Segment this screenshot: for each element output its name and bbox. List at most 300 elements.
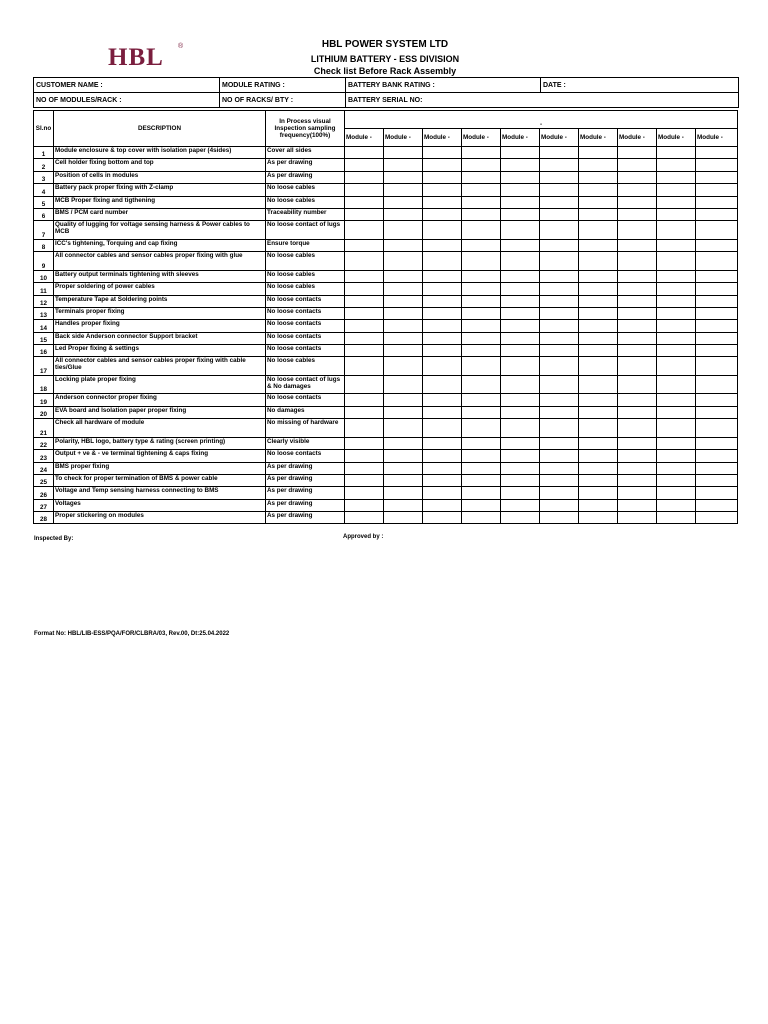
module-check-cell[interactable] bbox=[540, 375, 579, 394]
module-check-cell[interactable] bbox=[657, 239, 696, 251]
module-check-cell[interactable] bbox=[579, 320, 618, 332]
module-check-cell[interactable] bbox=[618, 345, 657, 357]
module-check-cell[interactable] bbox=[579, 357, 618, 376]
module-check-cell[interactable] bbox=[540, 295, 579, 307]
module-check-cell[interactable] bbox=[579, 406, 618, 418]
module-check-cell[interactable] bbox=[423, 474, 462, 486]
table-row bbox=[34, 419, 738, 438]
module-check-cell[interactable] bbox=[618, 394, 657, 406]
module-check-cell[interactable] bbox=[657, 345, 696, 357]
module-check-cell[interactable] bbox=[501, 474, 540, 486]
module-check-cell[interactable] bbox=[384, 375, 423, 394]
module-check-cell[interactable] bbox=[384, 208, 423, 220]
module-check-cell[interactable] bbox=[696, 406, 738, 418]
module-check-cell[interactable] bbox=[540, 283, 579, 295]
module-check-cell[interactable] bbox=[345, 357, 384, 376]
module-check-cell[interactable] bbox=[657, 437, 696, 449]
module-check-cell[interactable] bbox=[696, 208, 738, 220]
racks-per-bty-field[interactable]: NO OF RACKS/ BTY : bbox=[220, 93, 346, 108]
module-check-cell[interactable] bbox=[423, 283, 462, 295]
module-check-cell[interactable] bbox=[462, 196, 501, 208]
module-check-cell[interactable] bbox=[579, 512, 618, 524]
row-frequency: No loose cables bbox=[266, 184, 345, 196]
module-check-cell[interactable] bbox=[579, 270, 618, 282]
module-check-cell[interactable] bbox=[540, 474, 579, 486]
module-check-cell[interactable] bbox=[384, 295, 423, 307]
module-check-cell[interactable] bbox=[579, 462, 618, 474]
module-check-cell[interactable] bbox=[345, 462, 384, 474]
module-check-cell[interactable] bbox=[618, 462, 657, 474]
module-check-cell[interactable] bbox=[657, 419, 696, 438]
module-check-cell[interactable] bbox=[345, 307, 384, 319]
module-check-cell[interactable] bbox=[696, 295, 738, 307]
module-check-cell[interactable] bbox=[579, 375, 618, 394]
module-check-cell[interactable] bbox=[696, 252, 738, 271]
module-check-cell[interactable] bbox=[501, 196, 540, 208]
module-check-cell[interactable] bbox=[540, 208, 579, 220]
module-check-cell[interactable] bbox=[696, 221, 738, 240]
module-check-cell[interactable] bbox=[579, 196, 618, 208]
module-check-cell[interactable] bbox=[345, 239, 384, 251]
module-check-cell[interactable] bbox=[462, 295, 501, 307]
customer-name-field[interactable]: CUSTOMER NAME : bbox=[34, 78, 220, 93]
module-check-cell[interactable] bbox=[462, 252, 501, 271]
module-check-cell[interactable] bbox=[657, 252, 696, 271]
module-check-cell[interactable] bbox=[618, 159, 657, 171]
module-check-cell[interactable] bbox=[696, 394, 738, 406]
slno-header: Sl.no bbox=[34, 111, 54, 147]
module-check-cell[interactable] bbox=[696, 462, 738, 474]
module-check-cell[interactable] bbox=[462, 394, 501, 406]
module-check-cell[interactable] bbox=[345, 147, 384, 159]
module-check-cell[interactable] bbox=[657, 270, 696, 282]
module-check-cell[interactable] bbox=[540, 159, 579, 171]
module-check-cell[interactable] bbox=[657, 184, 696, 196]
module-check-cell[interactable] bbox=[696, 487, 738, 499]
module-check-cell[interactable] bbox=[540, 221, 579, 240]
module-check-cell[interactable] bbox=[618, 252, 657, 271]
module-check-cell[interactable] bbox=[501, 394, 540, 406]
module-check-cell[interactable] bbox=[579, 450, 618, 462]
module-check-cell[interactable] bbox=[501, 171, 540, 183]
module-check-cell[interactable] bbox=[423, 437, 462, 449]
module-check-cell[interactable] bbox=[384, 159, 423, 171]
module-check-cell[interactable] bbox=[384, 196, 423, 208]
module-check-cell[interactable] bbox=[657, 394, 696, 406]
module-check-cell[interactable] bbox=[540, 345, 579, 357]
module-check-cell[interactable] bbox=[501, 208, 540, 220]
module-check-cell[interactable] bbox=[345, 320, 384, 332]
module-check-cell[interactable] bbox=[462, 270, 501, 282]
module-check-cell[interactable] bbox=[657, 450, 696, 462]
module-check-cell[interactable] bbox=[657, 320, 696, 332]
module-check-cell[interactable] bbox=[657, 375, 696, 394]
module-check-cell[interactable] bbox=[345, 512, 384, 524]
module-check-cell[interactable] bbox=[345, 184, 384, 196]
module-check-cell[interactable] bbox=[618, 283, 657, 295]
module-check-cell[interactable] bbox=[384, 345, 423, 357]
module-check-cell[interactable] bbox=[501, 283, 540, 295]
module-check-cell[interactable] bbox=[618, 375, 657, 394]
row-frequency: No loose cables bbox=[266, 252, 345, 271]
module-check-cell[interactable] bbox=[618, 171, 657, 183]
module-check-cell[interactable] bbox=[345, 295, 384, 307]
module-check-cell[interactable] bbox=[618, 357, 657, 376]
module-check-cell[interactable] bbox=[462, 307, 501, 319]
module-check-cell[interactable] bbox=[462, 184, 501, 196]
row-number: 14 bbox=[34, 320, 54, 332]
module-check-cell[interactable] bbox=[462, 437, 501, 449]
module-check-cell[interactable] bbox=[345, 196, 384, 208]
module-check-cell[interactable] bbox=[462, 419, 501, 438]
module-check-cell[interactable] bbox=[423, 270, 462, 282]
module-check-cell[interactable] bbox=[540, 462, 579, 474]
module-check-cell[interactable] bbox=[618, 239, 657, 251]
module-check-cell[interactable] bbox=[423, 147, 462, 159]
module-check-cell[interactable] bbox=[384, 462, 423, 474]
module-check-cell[interactable] bbox=[501, 332, 540, 344]
module-check-cell[interactable] bbox=[579, 474, 618, 486]
module-check-cell[interactable] bbox=[696, 474, 738, 486]
module-check-cell[interactable] bbox=[423, 252, 462, 271]
approved-by-label: Approved by : bbox=[343, 534, 384, 540]
module-check-cell[interactable] bbox=[345, 252, 384, 271]
module-check-cell[interactable] bbox=[384, 499, 423, 511]
module-check-cell[interactable] bbox=[423, 159, 462, 171]
module-check-cell[interactable] bbox=[462, 239, 501, 251]
module-check-cell[interactable] bbox=[462, 406, 501, 418]
module-check-cell[interactable] bbox=[384, 307, 423, 319]
module-check-cell[interactable] bbox=[462, 375, 501, 394]
module-check-cell[interactable] bbox=[423, 239, 462, 251]
module-check-cell[interactable] bbox=[501, 307, 540, 319]
module-check-cell[interactable] bbox=[423, 332, 462, 344]
module-check-cell[interactable] bbox=[696, 375, 738, 394]
module-check-cell[interactable] bbox=[618, 307, 657, 319]
module-check-cell[interactable] bbox=[657, 499, 696, 511]
module-check-cell[interactable] bbox=[579, 208, 618, 220]
module-check-cell[interactable] bbox=[540, 332, 579, 344]
module-check-cell[interactable] bbox=[618, 487, 657, 499]
module-check-cell[interactable] bbox=[618, 221, 657, 240]
module-check-cell[interactable] bbox=[618, 499, 657, 511]
module-check-cell[interactable] bbox=[345, 159, 384, 171]
module-check-cell[interactable] bbox=[579, 345, 618, 357]
module-check-cell[interactable] bbox=[540, 252, 579, 271]
module-check-cell[interactable] bbox=[618, 512, 657, 524]
module-check-cell[interactable] bbox=[423, 406, 462, 418]
module-check-cell[interactable] bbox=[657, 406, 696, 418]
module-check-cell[interactable] bbox=[345, 270, 384, 282]
module-check-cell[interactable] bbox=[579, 239, 618, 251]
modules-per-rack-field[interactable]: NO OF MODULES/RACK : bbox=[34, 93, 220, 108]
module-check-cell[interactable] bbox=[423, 487, 462, 499]
module-check-cell[interactable] bbox=[657, 221, 696, 240]
module-check-cell[interactable] bbox=[657, 171, 696, 183]
module-check-cell[interactable] bbox=[501, 406, 540, 418]
module-check-cell[interactable] bbox=[423, 184, 462, 196]
module-check-cell[interactable] bbox=[384, 184, 423, 196]
module-check-cell[interactable] bbox=[501, 184, 540, 196]
module-check-cell[interactable] bbox=[618, 450, 657, 462]
module-check-cell[interactable] bbox=[462, 171, 501, 183]
module-check-cell[interactable] bbox=[462, 487, 501, 499]
module-check-cell[interactable] bbox=[579, 159, 618, 171]
module-check-cell[interactable] bbox=[618, 419, 657, 438]
module-check-cell[interactable] bbox=[384, 283, 423, 295]
module-check-cell[interactable] bbox=[540, 437, 579, 449]
module-check-cell[interactable] bbox=[345, 487, 384, 499]
module-check-cell[interactable] bbox=[423, 345, 462, 357]
module-check-cell[interactable] bbox=[384, 437, 423, 449]
module-check-cell[interactable] bbox=[501, 159, 540, 171]
row-description: Battery pack proper fixing with Z-clamp bbox=[54, 184, 266, 196]
module-check-cell[interactable] bbox=[384, 221, 423, 240]
module-check-cell[interactable] bbox=[423, 375, 462, 394]
module-check-cell[interactable] bbox=[696, 332, 738, 344]
module-check-cell[interactable] bbox=[579, 499, 618, 511]
module-check-cell[interactable] bbox=[345, 406, 384, 418]
module-check-cell[interactable] bbox=[345, 221, 384, 240]
module-check-cell[interactable] bbox=[462, 320, 501, 332]
module-check-cell[interactable] bbox=[501, 462, 540, 474]
module-check-cell[interactable] bbox=[696, 512, 738, 524]
module-check-cell[interactable] bbox=[540, 184, 579, 196]
module-check-cell[interactable] bbox=[540, 487, 579, 499]
module-check-cell[interactable] bbox=[501, 450, 540, 462]
module-check-cell[interactable] bbox=[462, 283, 501, 295]
battery-serial-field[interactable]: BATTERY SERIAL NO: bbox=[346, 93, 739, 108]
module-check-cell[interactable] bbox=[501, 221, 540, 240]
module-check-cell[interactable] bbox=[384, 147, 423, 159]
module-check-cell[interactable] bbox=[657, 487, 696, 499]
module-check-cell[interactable] bbox=[501, 357, 540, 376]
module-check-cell[interactable] bbox=[696, 283, 738, 295]
module-check-cell[interactable] bbox=[462, 159, 501, 171]
module-check-cell[interactable] bbox=[384, 171, 423, 183]
module-check-cell[interactable] bbox=[462, 332, 501, 344]
module-check-cell[interactable] bbox=[696, 270, 738, 282]
module-check-cell[interactable] bbox=[345, 419, 384, 438]
module-check-cell[interactable] bbox=[423, 357, 462, 376]
date-field[interactable]: DATE : bbox=[541, 78, 739, 93]
module-check-cell[interactable] bbox=[423, 307, 462, 319]
module-check-cell[interactable] bbox=[696, 357, 738, 376]
module-check-cell[interactable] bbox=[501, 295, 540, 307]
module-check-cell[interactable] bbox=[384, 239, 423, 251]
module-check-cell[interactable] bbox=[540, 394, 579, 406]
module-check-cell[interactable] bbox=[657, 512, 696, 524]
module-check-cell[interactable] bbox=[579, 184, 618, 196]
module-check-cell[interactable] bbox=[696, 147, 738, 159]
module-check-cell[interactable] bbox=[345, 375, 384, 394]
module-check-cell[interactable] bbox=[384, 487, 423, 499]
module-check-cell[interactable] bbox=[384, 320, 423, 332]
module-check-cell[interactable] bbox=[618, 332, 657, 344]
module-check-cell[interactable] bbox=[345, 283, 384, 295]
module-check-cell[interactable] bbox=[345, 499, 384, 511]
module-check-cell[interactable] bbox=[657, 283, 696, 295]
row-frequency: No loose contact of lugs & No damages bbox=[266, 375, 345, 394]
module-check-cell[interactable] bbox=[579, 332, 618, 344]
module-check-cell[interactable] bbox=[540, 406, 579, 418]
module-check-cell[interactable] bbox=[384, 394, 423, 406]
module-check-cell[interactable] bbox=[345, 450, 384, 462]
module-check-cell[interactable] bbox=[501, 147, 540, 159]
module-check-cell[interactable] bbox=[579, 307, 618, 319]
module-check-cell[interactable] bbox=[462, 474, 501, 486]
module-check-cell[interactable] bbox=[657, 474, 696, 486]
module-check-cell[interactable] bbox=[618, 208, 657, 220]
module-check-cell[interactable] bbox=[657, 159, 696, 171]
module-check-cell[interactable] bbox=[579, 437, 618, 449]
module-check-cell[interactable] bbox=[657, 196, 696, 208]
module-check-cell[interactable] bbox=[579, 394, 618, 406]
module-check-cell[interactable] bbox=[618, 270, 657, 282]
module-check-cell[interactable] bbox=[579, 419, 618, 438]
module-check-cell[interactable] bbox=[540, 357, 579, 376]
module-check-cell[interactable] bbox=[618, 184, 657, 196]
module-check-cell[interactable] bbox=[345, 345, 384, 357]
module-check-cell[interactable] bbox=[384, 357, 423, 376]
module-check-cell[interactable] bbox=[462, 450, 501, 462]
module-check-cell[interactable] bbox=[657, 332, 696, 344]
module-check-cell[interactable] bbox=[657, 307, 696, 319]
battery-bank-rating-field[interactable]: BATTERY BANK RATING : bbox=[346, 78, 541, 93]
module-check-cell[interactable] bbox=[384, 419, 423, 438]
module-check-cell[interactable] bbox=[384, 270, 423, 282]
module-check-cell[interactable] bbox=[384, 474, 423, 486]
module-check-cell[interactable] bbox=[657, 295, 696, 307]
module-check-cell[interactable] bbox=[423, 462, 462, 474]
module-check-cell[interactable] bbox=[540, 270, 579, 282]
module-check-cell[interactable] bbox=[696, 239, 738, 251]
module-rating-field[interactable]: MODULE RATING : bbox=[220, 78, 346, 93]
module-check-cell[interactable] bbox=[540, 239, 579, 251]
module-check-cell[interactable] bbox=[696, 184, 738, 196]
module-check-cell[interactable] bbox=[657, 357, 696, 376]
module-check-cell[interactable] bbox=[540, 419, 579, 438]
module-check-cell[interactable] bbox=[618, 406, 657, 418]
module-check-cell[interactable] bbox=[540, 512, 579, 524]
module-check-cell[interactable] bbox=[501, 345, 540, 357]
module-check-cell[interactable] bbox=[462, 208, 501, 220]
module-check-cell[interactable] bbox=[423, 394, 462, 406]
module-check-cell[interactable] bbox=[501, 320, 540, 332]
module-check-cell[interactable] bbox=[618, 196, 657, 208]
module-check-cell[interactable] bbox=[657, 462, 696, 474]
module-check-cell[interactable] bbox=[618, 295, 657, 307]
module-check-cell[interactable] bbox=[618, 320, 657, 332]
row-frequency: As per drawing bbox=[266, 159, 345, 171]
module-check-cell[interactable] bbox=[696, 320, 738, 332]
module-check-cell[interactable] bbox=[618, 474, 657, 486]
module-check-cell[interactable] bbox=[540, 307, 579, 319]
module-check-cell[interactable] bbox=[384, 252, 423, 271]
module-check-cell[interactable] bbox=[657, 208, 696, 220]
module-check-cell[interactable] bbox=[423, 419, 462, 438]
module-check-cell[interactable] bbox=[501, 512, 540, 524]
module-check-cell[interactable] bbox=[501, 487, 540, 499]
module-check-cell[interactable] bbox=[696, 159, 738, 171]
module-check-cell[interactable] bbox=[501, 252, 540, 271]
module-check-cell[interactable] bbox=[462, 345, 501, 357]
module-check-cell[interactable] bbox=[462, 221, 501, 240]
module-check-cell[interactable] bbox=[345, 171, 384, 183]
row-frequency: No loose cables bbox=[266, 196, 345, 208]
module-check-cell[interactable] bbox=[462, 462, 501, 474]
module-check-cell[interactable] bbox=[384, 512, 423, 524]
module-check-cell[interactable] bbox=[501, 437, 540, 449]
module-check-cell[interactable] bbox=[501, 499, 540, 511]
module-check-cell[interactable] bbox=[696, 499, 738, 511]
module-check-cell[interactable] bbox=[696, 171, 738, 183]
module-check-cell[interactable] bbox=[579, 221, 618, 240]
module-check-cell[interactable] bbox=[501, 270, 540, 282]
module-check-cell[interactable] bbox=[462, 147, 501, 159]
module-check-cell[interactable] bbox=[423, 512, 462, 524]
module-check-cell[interactable] bbox=[696, 419, 738, 438]
module-check-cell[interactable] bbox=[696, 307, 738, 319]
module-check-cell[interactable] bbox=[540, 147, 579, 159]
module-check-cell[interactable] bbox=[696, 437, 738, 449]
module-check-cell[interactable] bbox=[540, 171, 579, 183]
module-check-cell[interactable] bbox=[501, 239, 540, 251]
module-check-cell[interactable] bbox=[579, 171, 618, 183]
module-check-cell[interactable] bbox=[423, 450, 462, 462]
module-check-cell[interactable] bbox=[540, 196, 579, 208]
module-check-cell[interactable] bbox=[423, 295, 462, 307]
module-check-cell[interactable] bbox=[462, 357, 501, 376]
module-check-cell[interactable] bbox=[345, 394, 384, 406]
module-check-cell[interactable] bbox=[345, 332, 384, 344]
module-check-cell[interactable] bbox=[384, 450, 423, 462]
row-frequency: As per drawing bbox=[266, 512, 345, 524]
module-check-cell[interactable] bbox=[579, 252, 618, 271]
module-check-cell[interactable] bbox=[618, 437, 657, 449]
module-check-cell[interactable] bbox=[540, 320, 579, 332]
row-frequency: As per drawing bbox=[266, 171, 345, 183]
module-check-cell[interactable] bbox=[384, 332, 423, 344]
module-check-cell[interactable] bbox=[423, 196, 462, 208]
module-check-cell[interactable] bbox=[696, 196, 738, 208]
module-check-cell[interactable] bbox=[501, 419, 540, 438]
module-check-cell[interactable] bbox=[579, 295, 618, 307]
module-check-cell[interactable] bbox=[540, 499, 579, 511]
row-description: All connector cables and sensor cables proper fixing with glue bbox=[54, 252, 266, 271]
module-check-cell[interactable] bbox=[579, 147, 618, 159]
module-check-cell[interactable] bbox=[540, 450, 579, 462]
module-check-cell[interactable] bbox=[423, 499, 462, 511]
module-check-cell[interactable] bbox=[579, 487, 618, 499]
module-check-cell[interactable] bbox=[462, 512, 501, 524]
module-check-cell[interactable] bbox=[696, 450, 738, 462]
module-check-cell[interactable] bbox=[657, 147, 696, 159]
module-check-cell[interactable] bbox=[423, 208, 462, 220]
module-check-cell[interactable] bbox=[462, 499, 501, 511]
module-check-cell[interactable] bbox=[345, 474, 384, 486]
module-check-cell[interactable] bbox=[579, 283, 618, 295]
module-check-cell[interactable] bbox=[423, 171, 462, 183]
module-check-cell[interactable] bbox=[501, 375, 540, 394]
module-check-cell[interactable] bbox=[423, 320, 462, 332]
module-check-cell[interactable] bbox=[696, 345, 738, 357]
module-check-cell[interactable] bbox=[345, 208, 384, 220]
module-check-cell[interactable] bbox=[384, 406, 423, 418]
module-check-cell[interactable] bbox=[345, 437, 384, 449]
module-check-cell[interactable] bbox=[618, 147, 657, 159]
module-check-cell[interactable] bbox=[423, 221, 462, 240]
